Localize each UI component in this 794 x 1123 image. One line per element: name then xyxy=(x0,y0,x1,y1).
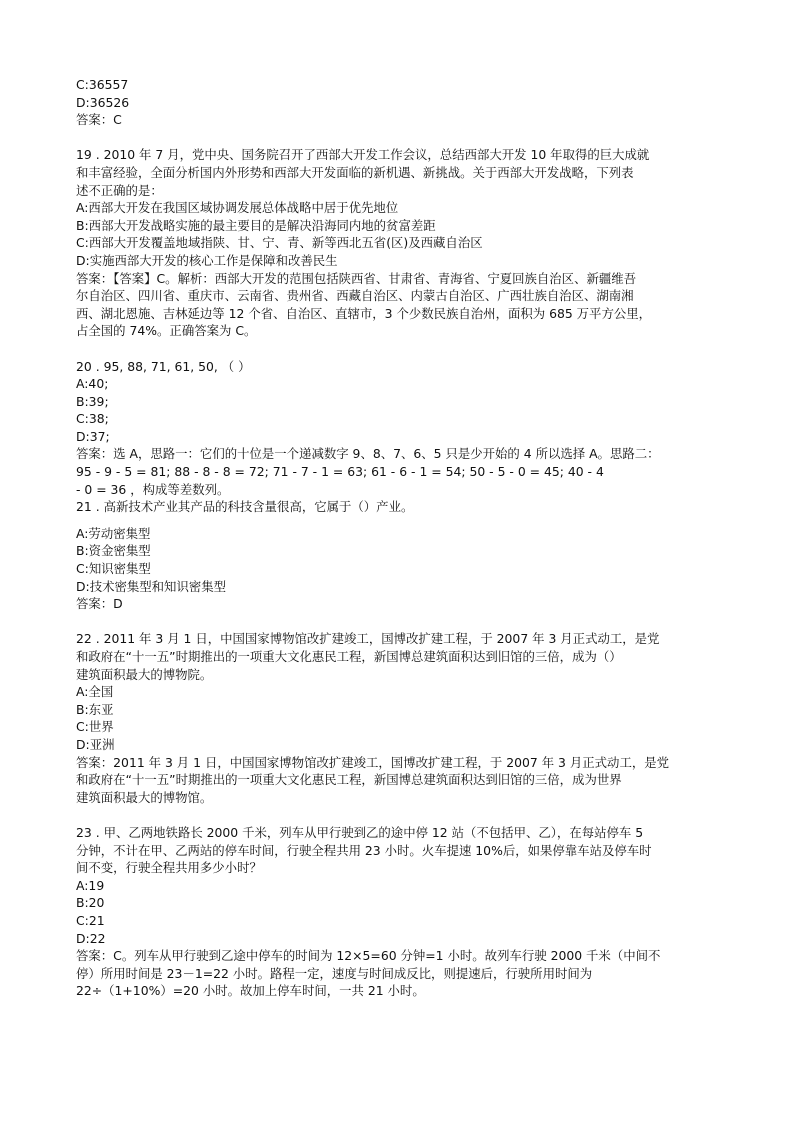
option-c: C:世界 xyxy=(76,719,114,735)
option-c: C:36557 xyxy=(76,77,129,92)
answer: 答案：2011 年 3 月 1 日，中国国家博物馆改扩建竣工，国博改扩建工程，于 2007 年 3 月正式动工，是党 xyxy=(76,754,670,770)
answer: 答案：C。列车从甲行驶到乙途中停车的时间为 12×5=60 分钟=1 小时。故列车行驶 2000 千米（中间不 xyxy=(76,948,661,964)
answer: 答案：C xyxy=(76,112,122,128)
option-c: C:38; xyxy=(76,411,109,427)
question-text: 和政府在“十一五”时期推出的一项重大文化惠民工程，新国博总建筑面积达到旧馆的三倍，成为（） xyxy=(76,649,622,664)
question-21 xyxy=(76,498,726,613)
option-a: A:全国 xyxy=(76,684,114,700)
option-d: D:36526 xyxy=(76,94,130,110)
question-text: 建筑面积最大的博物院。 xyxy=(76,666,213,682)
answer: 答案：选 A，思路一：它们的十位是一个递减数字 9、8、7、6、5 只是少开始的 4 所以选择 A。思路二： xyxy=(76,446,660,462)
question-19 xyxy=(76,146,726,340)
option-b: B:20 xyxy=(76,895,105,911)
question-18-tail xyxy=(76,76,726,129)
option-d: D:37; xyxy=(76,428,110,444)
question-text: 间不变，行驶全程共用多少小时？ xyxy=(76,860,262,876)
answer: 占全国的 74%。正确答案为 C。 xyxy=(76,323,257,339)
option-d: D:实施西部大开发的核心工作是保障和改善民生 xyxy=(76,252,338,268)
answer: 建筑面积最大的博物馆。 xyxy=(76,789,213,805)
question-text: 分钟，不计在甲、乙两站的停车时间，行驶全程共用 23 小时。火车提速 10%后，如果停靠车站及停车时 xyxy=(76,842,652,858)
question-text: 20 . 95, 88, 71, 61, 50, （ ） xyxy=(76,358,251,374)
option-c: C:知识密集型 xyxy=(76,561,151,577)
answer: 答案：【答案】C。解析：西部大开发的范围包括陕西省、甘肃省、青海省、宁夏回族自治区、新疆维吾 xyxy=(76,270,637,286)
option-d: D:亚洲 xyxy=(76,736,115,752)
option-a: A:19 xyxy=(76,877,105,893)
question-text: 21 . 高新技术产业其产品的科技含量很高，它属于（）产业。 xyxy=(76,499,414,515)
answer: 尔自治区、四川省、重庆市、云南省、贵州省、西藏自治区、内蒙古自治区、广西壮族自治区、湖南湘 xyxy=(76,288,634,304)
answer: 和政府在“十一五”时期推出的一项重大文化惠民工程，新国博总建筑面积达到旧馆的三倍，成为世界 xyxy=(76,772,622,788)
option-c: C:21 xyxy=(76,912,105,928)
option-c: C:西部大开发覆盖地域指陕、甘、宁、青、新等西北五省(区)及西藏自治区 xyxy=(76,235,483,251)
question-text: 22 . 2011 年 3 月 1 日，中国国家博物馆改扩建竣工，国博改扩建工程，于 2007 年 3 月正式动工，是党 xyxy=(76,631,660,647)
option-b: B:东亚 xyxy=(76,701,114,717)
question-text: 19 . 2010 年 7 月，党中央、国务院召开了西部大开发工作会议，总结西部大开发 10 年取得的巨大成就 xyxy=(76,147,650,163)
answer: - 0 = 36 ，构成等差数列。 xyxy=(76,481,230,497)
document-page xyxy=(76,76,726,1000)
option-b: B:西部大开发战略实施的最主要目的是解决沿海同内地的贫富差距 xyxy=(76,217,436,233)
option-a: A:40; xyxy=(76,376,109,392)
question-text: 和丰富经验，全面分析国内外形势和西部大开发面临的新机遇、新挑战。关于西部大开发战略，下列表 xyxy=(76,164,634,180)
option-d: D:技术密集型和知识密集型 xyxy=(76,578,227,594)
question-text: 23 . 甲、乙两地铁路长 2000 千米，列车从甲行驶到乙的途中停 12 站（不包括甲、乙），在每站停车 5 xyxy=(76,824,644,840)
answer: 95 - 9 - 5 = 81; 88 - 8 - 8 = 72; 71 - 7 - 1 = 63; 61 - 6 - 1 = 54; 50 - 5 - 0 = 45; 40 - 4 xyxy=(76,464,604,480)
question-23 xyxy=(76,824,726,1000)
option-d: D:22 xyxy=(76,930,106,946)
answer: 停）所用时间是 23－1=22 小时。路程一定，速度与时间成反比，则提速后，行驶所用时间为 xyxy=(76,965,593,981)
answer: 答案：D xyxy=(76,596,123,612)
option-b: B:资金密集型 xyxy=(76,543,151,559)
answer: 西、湖北恩施、吉林延边等 12 个省、自治区、直辖市，3 个少数民族自治州，面积为 685 万平方公里， xyxy=(76,305,652,321)
option-a: A:西部大开发在我国区域协调发展总体战略中居于优先地位 xyxy=(76,200,399,216)
option-b: B:39; xyxy=(76,393,109,409)
question-22 xyxy=(76,630,726,806)
question-text: 述不正确的是： xyxy=(76,182,163,198)
option-a: A:劳动密集型 xyxy=(76,525,151,541)
answer: 22÷（1+10%）=20 小时。故加上停车时间，一共 21 小时。 xyxy=(76,983,425,999)
question-20 xyxy=(76,358,726,499)
